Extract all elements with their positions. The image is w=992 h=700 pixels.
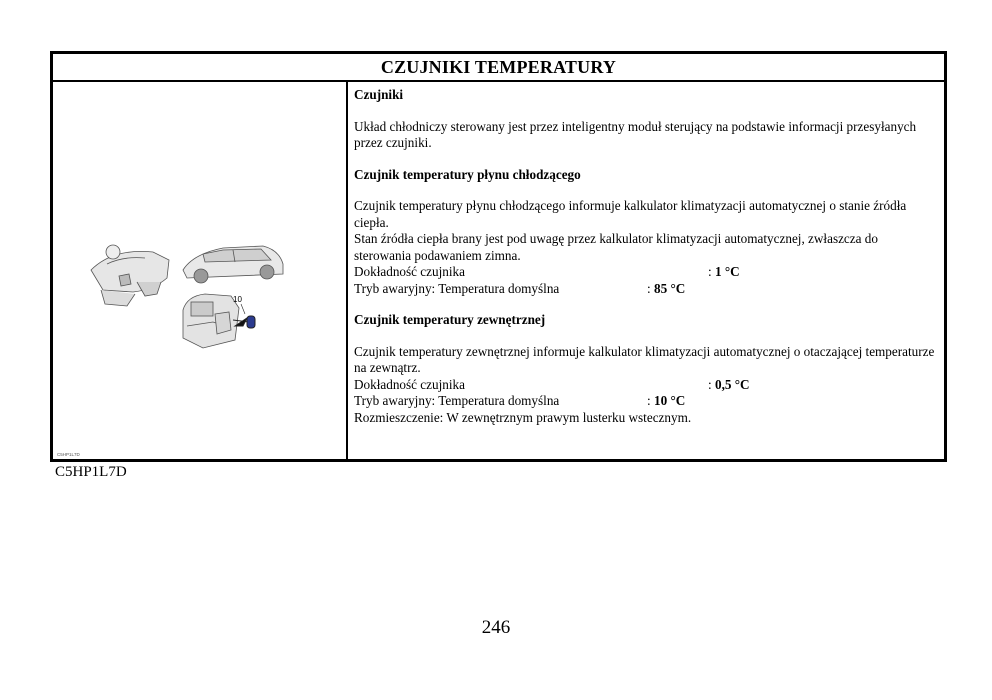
page-number: 246 bbox=[481, 617, 511, 638]
sensor-location-illustration bbox=[83, 230, 318, 366]
section-heading-coolant-sensor: Czujnik temperatury płynu chłodzącego bbox=[354, 166, 581, 182]
coolant-accuracy-label: Dokładność czujnika bbox=[354, 264, 465, 279]
section-heading-outside-sensor: Czujnik temperatury zewnętrznej bbox=[354, 312, 546, 327]
coolant-accuracy-sep: : bbox=[708, 264, 712, 279]
outside-accuracy-row bbox=[354, 377, 936, 394]
figure-code: C5HP1L7D bbox=[57, 452, 80, 457]
coolant-fallback-row bbox=[354, 281, 936, 298]
table-body bbox=[53, 82, 944, 459]
outside-fallback-sep: : bbox=[647, 393, 651, 408]
outside-fallback-value: 10 °C bbox=[653, 393, 686, 408]
outside-location: Rozmieszczenie: W zewnętrznym prawym lusterku wstecznym. bbox=[354, 409, 692, 425]
coolant-accuracy-value: 1 °C bbox=[714, 264, 740, 279]
coolant-fallback-value: 85 °C bbox=[653, 280, 686, 296]
sensors-paragraph: Układ chłodniczy sterowany jest przez inteligentny moduł sterujący na podstawie informacji przesyłanych przez czujniki. bbox=[354, 118, 917, 150]
coolant-paragraph-1: Czujnik temperatury płynu chłodzącego informuje kalkulator klimatyzacji automatycznej o stanie źródła ciepła. bbox=[354, 198, 907, 230]
outside-accuracy-sep: : bbox=[708, 376, 712, 392]
content-table bbox=[50, 51, 947, 462]
dashboard-drawing bbox=[91, 245, 169, 306]
text-cell bbox=[348, 82, 944, 459]
coolant-accuracy-row bbox=[354, 264, 936, 281]
document-code: C5HP1L7D bbox=[55, 464, 127, 480]
outside-fallback-label: Tryb awaryjny: Temperatura domyślna bbox=[354, 393, 560, 408]
outside-paragraph: Czujnik temperatury zewnętrznej informuje kalkulator klimatyzacji automatycznej o otaczającej temperaturze na zewnątrz. bbox=[354, 343, 935, 375]
callout-number: 10 bbox=[233, 295, 242, 304]
coolant-fallback-sep: : bbox=[647, 280, 651, 296]
car-drawing bbox=[183, 246, 283, 283]
section-heading-sensors: Czujniki bbox=[354, 87, 404, 102]
outside-fallback-row bbox=[354, 393, 936, 410]
coolant-fallback-label: Tryb awaryjny: Temperatura domyślna bbox=[354, 280, 560, 296]
heater-unit-drawing bbox=[183, 294, 239, 348]
outside-accuracy-value: 0,5 °C bbox=[714, 376, 750, 392]
outside-accuracy-label: Dokładność czujnika bbox=[354, 376, 465, 392]
table-title: CZUJNIKI TEMPERATURY bbox=[53, 54, 944, 82]
illustration-cell bbox=[53, 82, 348, 459]
coolant-paragraph-2: Stan źródła ciepła brany jest pod uwagę przez kalkulator klimatyzacji automatycznej, zwłaszcza do sterowania podawaniem zimna. bbox=[354, 231, 878, 263]
